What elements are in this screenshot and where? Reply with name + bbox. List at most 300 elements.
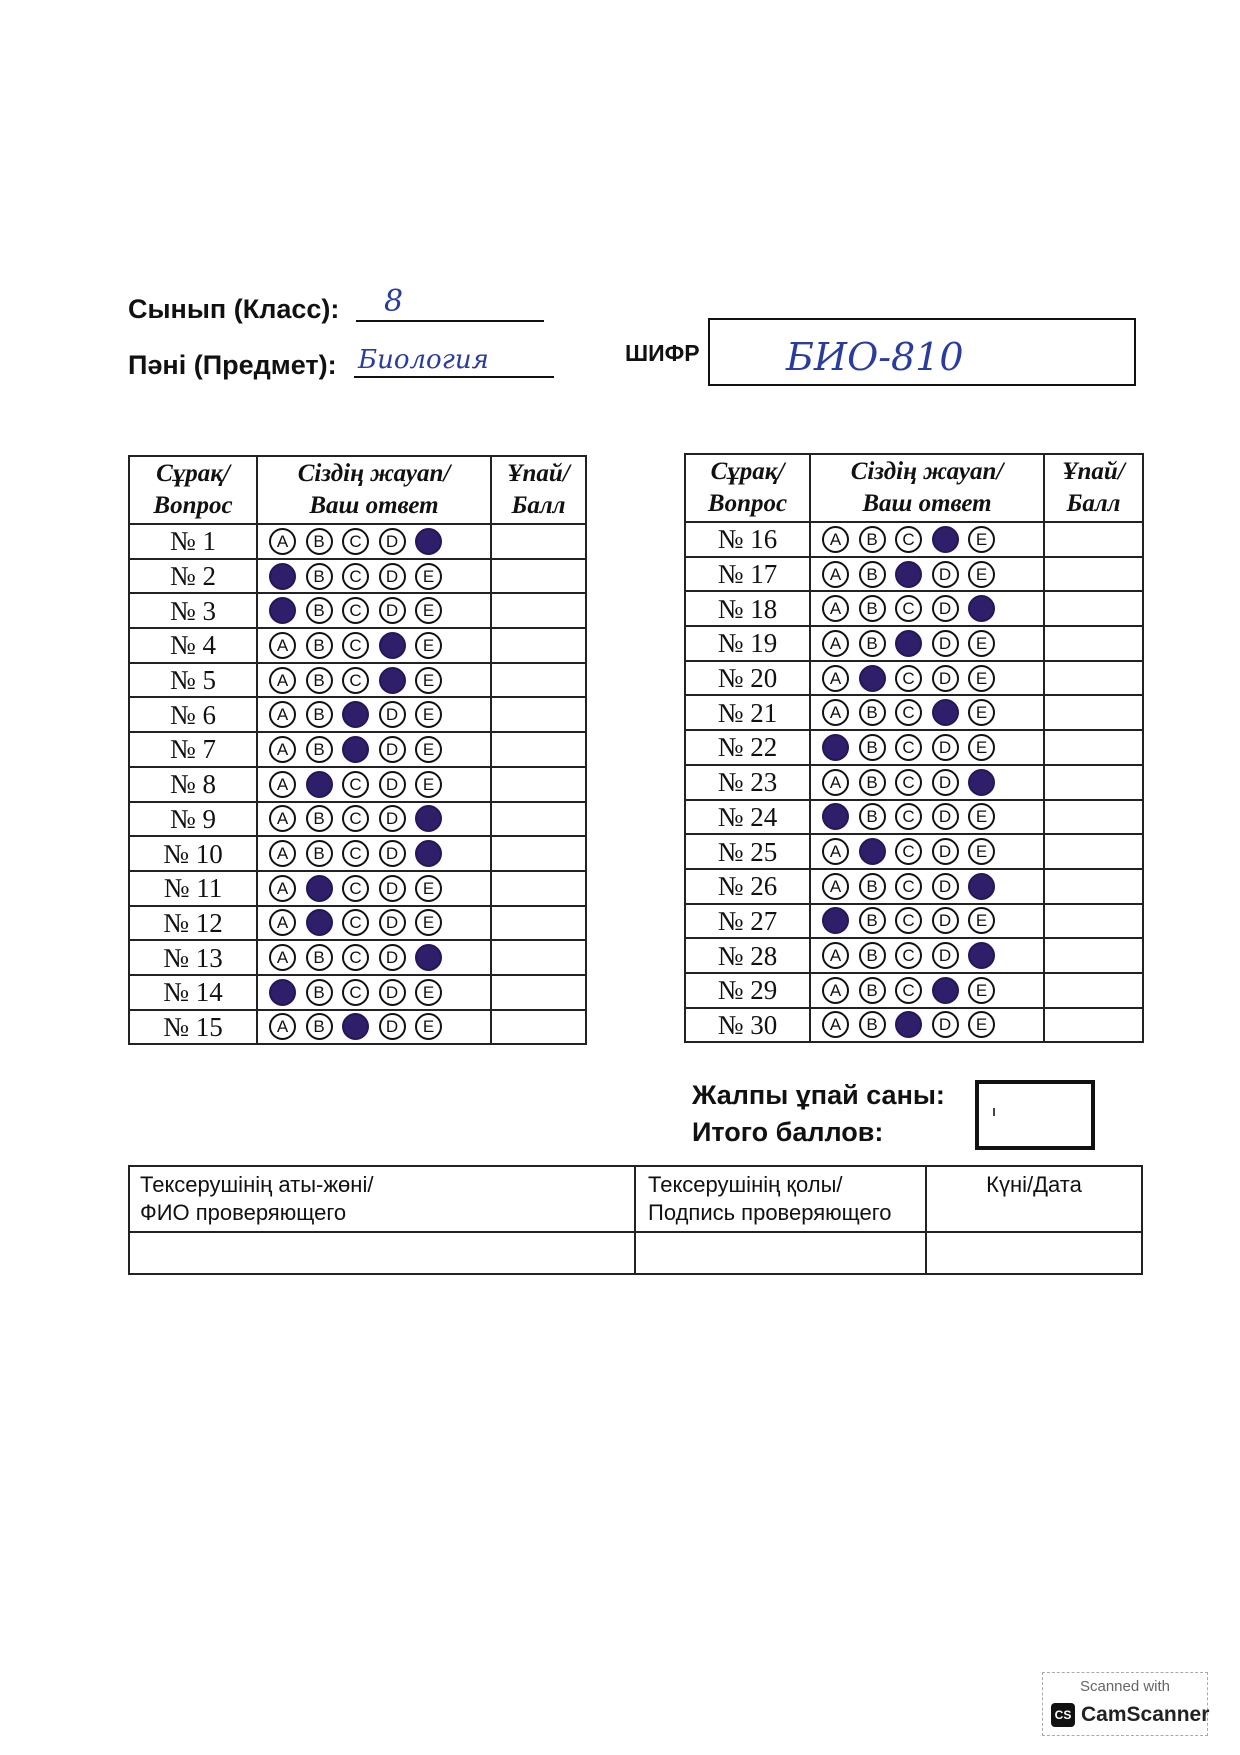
bubble-a[interactable]: A xyxy=(822,595,849,622)
bubble-d[interactable] xyxy=(932,977,959,1004)
bubble-d[interactable]: D xyxy=(932,665,959,692)
question-header: Сұрақ/ Вопрос xyxy=(685,454,810,522)
question-number: № 17 xyxy=(685,557,810,592)
answer-bubbles xyxy=(257,975,491,1010)
bubble-e[interactable]: E xyxy=(415,563,442,590)
answer-row xyxy=(685,765,1143,800)
answer-bubbles xyxy=(257,940,491,975)
subject-value: Биология xyxy=(358,345,489,375)
score-cell[interactable] xyxy=(491,732,586,767)
score-cell[interactable] xyxy=(1044,800,1143,835)
subject-underline xyxy=(354,376,554,378)
bubble-d[interactable]: D xyxy=(932,630,959,657)
bubble-c[interactable] xyxy=(895,630,922,657)
bubble-e[interactable]: E xyxy=(968,734,995,761)
question-number: № 2 xyxy=(129,559,257,594)
score-cell[interactable] xyxy=(1044,765,1143,800)
bubble-b[interactable]: B xyxy=(306,979,333,1006)
bubble-d[interactable]: D xyxy=(379,597,406,624)
bubble-d[interactable]: D xyxy=(932,1011,959,1038)
answer-bubbles xyxy=(257,593,491,628)
answer-row xyxy=(129,524,586,559)
answer-row xyxy=(129,663,586,698)
bubble-a[interactable]: A xyxy=(822,942,849,969)
bubble-a[interactable]: A xyxy=(822,977,849,1004)
question-number: № 19 xyxy=(685,626,810,661)
answer-row xyxy=(685,557,1143,592)
bubble-e[interactable]: E xyxy=(968,803,995,830)
answer-bubbles xyxy=(257,802,491,837)
bubble-a[interactable]: A xyxy=(269,667,296,694)
bubble-c[interactable]: C xyxy=(342,667,369,694)
answer-row xyxy=(685,522,1143,557)
bubble-b[interactable]: B xyxy=(859,526,886,553)
answer-row xyxy=(685,938,1143,973)
bubble-b[interactable] xyxy=(306,771,333,798)
bubble-c[interactable]: C xyxy=(342,597,369,624)
bubble-e[interactable]: E xyxy=(968,699,995,726)
bubble-b[interactable]: B xyxy=(859,873,886,900)
bubble-e[interactable]: E xyxy=(968,977,995,1004)
bubble-e[interactable] xyxy=(968,595,995,622)
bubble-a[interactable]: A xyxy=(822,838,849,865)
bubble-e[interactable] xyxy=(968,769,995,796)
bubble-e[interactable]: E xyxy=(968,838,995,865)
bubble-c[interactable]: C xyxy=(895,699,922,726)
bubble-d[interactable]: D xyxy=(379,736,406,763)
bubble-e[interactable]: E xyxy=(968,526,995,553)
score-cell[interactable] xyxy=(491,940,586,975)
answer-row xyxy=(129,593,586,628)
answer-row xyxy=(129,871,586,906)
bubble-c[interactable]: C xyxy=(895,526,922,553)
bubble-b[interactable]: B xyxy=(859,769,886,796)
watermark-text: Scanned with xyxy=(1079,1678,1171,1695)
score-cell[interactable] xyxy=(1044,869,1143,904)
bubble-b[interactable]: B xyxy=(859,561,886,588)
bubble-b[interactable]: B xyxy=(306,597,333,624)
bubble-b[interactable]: B xyxy=(859,907,886,934)
bubble-c[interactable]: C xyxy=(342,771,369,798)
answer-header: Сіздің жауап/ Ваш ответ xyxy=(257,456,491,524)
checker-name-field[interactable] xyxy=(129,1232,635,1274)
bubble-d[interactable]: D xyxy=(379,805,406,832)
bubble-b[interactable]: B xyxy=(306,736,333,763)
answer-header: Сіздің жауап/ Ваш ответ xyxy=(810,454,1044,522)
question-number: № 23 xyxy=(685,765,810,800)
question-number: № 4 xyxy=(129,628,257,663)
question-number: № 18 xyxy=(685,591,810,626)
checker-signature-field[interactable] xyxy=(635,1232,926,1274)
bubble-d[interactable] xyxy=(379,667,406,694)
answer-row xyxy=(129,1010,586,1045)
bubble-b[interactable]: B xyxy=(306,944,333,971)
checker-date-header: Күні/Дата xyxy=(926,1166,1142,1232)
score-cell[interactable] xyxy=(1044,591,1143,626)
answer-bubbles xyxy=(810,695,1044,730)
question-number: № 13 xyxy=(129,940,257,975)
score-cell[interactable] xyxy=(491,836,586,871)
question-number: № 9 xyxy=(129,802,257,837)
bubble-c[interactable]: C xyxy=(342,632,369,659)
bubble-b[interactable] xyxy=(306,909,333,936)
question-number: № 12 xyxy=(129,906,257,941)
bubble-d[interactable]: D xyxy=(379,563,406,590)
answer-bubbles xyxy=(810,557,1044,592)
answer-row xyxy=(685,661,1143,696)
question-number: № 27 xyxy=(685,904,810,939)
score-cell[interactable] xyxy=(491,767,586,802)
answer-row xyxy=(129,697,586,732)
question-number: № 15 xyxy=(129,1010,257,1045)
bubble-e[interactable]: E xyxy=(415,909,442,936)
camscanner-logo-icon: CS xyxy=(1051,1703,1075,1727)
bubble-e[interactable]: E xyxy=(968,630,995,657)
total-score-mark xyxy=(993,1108,995,1116)
answer-bubbles xyxy=(257,871,491,906)
answer-bubbles xyxy=(810,522,1044,557)
score-cell[interactable] xyxy=(1044,730,1143,765)
answer-row xyxy=(129,906,586,941)
bubble-b[interactable] xyxy=(859,838,886,865)
answer-row xyxy=(685,869,1143,904)
bubble-c[interactable]: C xyxy=(342,909,369,936)
answer-row xyxy=(685,730,1143,765)
answer-row xyxy=(129,628,586,663)
bubble-c[interactable]: C xyxy=(342,563,369,590)
question-number: № 26 xyxy=(685,869,810,904)
question-number: № 24 xyxy=(685,800,810,835)
bubble-c[interactable]: C xyxy=(895,803,922,830)
answer-bubbles xyxy=(810,800,1044,835)
bubble-d[interactable]: D xyxy=(932,595,959,622)
question-number: № 3 xyxy=(129,593,257,628)
score-cell[interactable] xyxy=(491,975,586,1010)
score-cell[interactable] xyxy=(1044,834,1143,869)
bubble-b[interactable] xyxy=(859,665,886,692)
bubble-e[interactable] xyxy=(415,944,442,971)
bubble-a[interactable] xyxy=(269,563,296,590)
checker-name-header: Тексерушінің аты-жөні/ ФИО проверяющего xyxy=(129,1166,635,1232)
answer-bubbles xyxy=(810,834,1044,869)
bubble-c[interactable]: C xyxy=(342,805,369,832)
bubble-a[interactable] xyxy=(269,979,296,1006)
bubble-e[interactable]: E xyxy=(968,907,995,934)
bubble-e[interactable] xyxy=(415,840,442,867)
answer-bubbles xyxy=(810,661,1044,696)
score-cell[interactable] xyxy=(491,697,586,732)
answer-bubbles xyxy=(810,730,1044,765)
bubble-b[interactable]: B xyxy=(306,1013,333,1040)
bubble-e[interactable] xyxy=(415,528,442,555)
question-number: № 1 xyxy=(129,524,257,559)
score-cell[interactable] xyxy=(1044,973,1143,1008)
bubble-a[interactable]: A xyxy=(269,875,296,902)
bubble-e[interactable]: E xyxy=(415,667,442,694)
score-cell[interactable] xyxy=(1044,557,1143,592)
score-header: Ұпай/ Балл xyxy=(1044,454,1143,522)
bubble-a[interactable]: A xyxy=(269,632,296,659)
question-number: № 29 xyxy=(685,973,810,1008)
bubble-e[interactable] xyxy=(968,873,995,900)
score-cell[interactable] xyxy=(491,871,586,906)
answer-bubbles xyxy=(810,973,1044,1008)
bubble-e[interactable] xyxy=(968,942,995,969)
checker-date-field[interactable] xyxy=(926,1232,1142,1274)
question-number: № 30 xyxy=(685,1008,810,1043)
bubble-d[interactable]: D xyxy=(379,701,406,728)
bubble-a[interactable]: A xyxy=(822,665,849,692)
score-cell[interactable] xyxy=(1044,904,1143,939)
cipher-label: ШИФР xyxy=(625,340,700,366)
bubble-a[interactable]: A xyxy=(269,1013,296,1040)
bubble-b[interactable]: B xyxy=(306,528,333,555)
score-cell[interactable] xyxy=(491,1010,586,1045)
answer-bubbles xyxy=(810,1008,1044,1043)
question-number: № 25 xyxy=(685,834,810,869)
bubble-d[interactable]: D xyxy=(932,803,959,830)
score-cell[interactable] xyxy=(1044,626,1143,661)
answer-row xyxy=(685,626,1143,661)
bubble-a[interactable]: A xyxy=(822,1011,849,1038)
bubble-e[interactable]: E xyxy=(415,1013,442,1040)
bubble-d[interactable]: D xyxy=(932,838,959,865)
bubble-d[interactable]: D xyxy=(379,1013,406,1040)
bubble-d[interactable]: D xyxy=(932,734,959,761)
score-cell[interactable] xyxy=(491,802,586,837)
bubble-b[interactable]: B xyxy=(859,630,886,657)
answer-bubbles xyxy=(257,836,491,871)
bubble-b[interactable]: B xyxy=(859,977,886,1004)
bubble-c[interactable]: C xyxy=(342,944,369,971)
bubble-e[interactable]: E xyxy=(968,1011,995,1038)
bubble-a[interactable]: A xyxy=(822,630,849,657)
answer-bubbles xyxy=(257,663,491,698)
answer-bubbles xyxy=(810,626,1044,661)
bubble-a[interactable]: A xyxy=(269,909,296,936)
class-value: 8 xyxy=(384,284,404,319)
score-cell[interactable] xyxy=(1044,661,1143,696)
answer-row xyxy=(129,559,586,594)
bubble-d[interactable]: D xyxy=(379,944,406,971)
question-number: № 10 xyxy=(129,836,257,871)
bubble-b[interactable]: B xyxy=(859,595,886,622)
bubble-b[interactable]: B xyxy=(859,699,886,726)
bubble-b[interactable]: B xyxy=(306,667,333,694)
subject-label: Пәні (Предмет): xyxy=(128,350,337,380)
bubble-d[interactable]: D xyxy=(932,907,959,934)
bubble-a[interactable] xyxy=(269,597,296,624)
answer-row xyxy=(129,767,586,802)
bubble-a[interactable]: A xyxy=(269,701,296,728)
question-number: № 16 xyxy=(685,522,810,557)
bubble-a[interactable]: A xyxy=(822,561,849,588)
answer-bubbles xyxy=(257,732,491,767)
bubble-d[interactable]: D xyxy=(932,942,959,969)
bubble-b[interactable]: B xyxy=(859,734,886,761)
bubble-e[interactable]: E xyxy=(415,597,442,624)
question-number: № 14 xyxy=(129,975,257,1010)
bubble-d[interactable] xyxy=(932,699,959,726)
bubble-e[interactable] xyxy=(415,805,442,832)
bubble-b[interactable]: B xyxy=(306,563,333,590)
score-cell[interactable] xyxy=(491,524,586,559)
score-header: Ұпай/ Балл xyxy=(491,456,586,524)
bubble-c[interactable]: C xyxy=(895,907,922,934)
bubble-e[interactable]: E xyxy=(415,632,442,659)
bubble-c[interactable] xyxy=(895,1011,922,1038)
bubble-d[interactable]: D xyxy=(379,771,406,798)
answer-row xyxy=(129,836,586,871)
bubble-c[interactable]: C xyxy=(895,977,922,1004)
score-cell[interactable] xyxy=(491,559,586,594)
bubble-d[interactable]: D xyxy=(932,873,959,900)
bubble-a[interactable]: A xyxy=(822,769,849,796)
bubble-a[interactable]: A xyxy=(269,805,296,832)
bubble-e[interactable]: E xyxy=(968,561,995,588)
answer-bubbles xyxy=(257,906,491,941)
question-number: № 6 xyxy=(129,697,257,732)
answer-row xyxy=(685,834,1143,869)
checker-signature-header: Тексерушінің қолы/ Подпись проверяющего xyxy=(635,1166,926,1232)
bubble-d[interactable]: D xyxy=(379,840,406,867)
answer-table-right xyxy=(684,453,1144,1043)
answer-bubbles xyxy=(810,591,1044,626)
answer-row xyxy=(685,800,1143,835)
score-cell[interactable] xyxy=(491,906,586,941)
bubble-d[interactable]: D xyxy=(932,769,959,796)
bubble-c[interactable] xyxy=(342,1013,369,1040)
answer-bubbles xyxy=(810,869,1044,904)
bubble-a[interactable] xyxy=(822,803,849,830)
class-underline xyxy=(356,320,544,322)
bubble-e[interactable]: E xyxy=(968,665,995,692)
question-number: № 21 xyxy=(685,695,810,730)
bubble-c[interactable]: C xyxy=(895,734,922,761)
bubble-a[interactable]: A xyxy=(822,873,849,900)
bubble-b[interactable]: B xyxy=(306,805,333,832)
bubble-d[interactable]: D xyxy=(379,528,406,555)
answer-row xyxy=(129,940,586,975)
bubble-e[interactable]: E xyxy=(415,701,442,728)
bubble-d[interactable]: D xyxy=(379,979,406,1006)
bubble-b[interactable]: B xyxy=(306,840,333,867)
bubble-d[interactable]: D xyxy=(932,561,959,588)
checker-table xyxy=(128,1165,1143,1275)
bubble-b[interactable]: B xyxy=(859,803,886,830)
bubble-d[interactable]: D xyxy=(379,909,406,936)
bubble-c[interactable]: C xyxy=(895,595,922,622)
bubble-c[interactable] xyxy=(342,736,369,763)
bubble-a[interactable]: A xyxy=(269,944,296,971)
answer-bubbles xyxy=(257,628,491,663)
score-cell[interactable] xyxy=(491,628,586,663)
score-cell[interactable] xyxy=(1044,1008,1143,1043)
question-number: № 7 xyxy=(129,732,257,767)
bubble-e[interactable]: E xyxy=(415,771,442,798)
answer-bubbles xyxy=(810,904,1044,939)
bubble-a[interactable]: A xyxy=(822,699,849,726)
answer-row xyxy=(129,732,586,767)
question-number: № 11 xyxy=(129,871,257,906)
answer-table-left xyxy=(128,455,587,1045)
bubble-c[interactable]: C xyxy=(895,665,922,692)
bubble-a[interactable]: A xyxy=(269,736,296,763)
bubble-e[interactable]: E xyxy=(415,875,442,902)
bubble-c[interactable]: C xyxy=(895,769,922,796)
bubble-c[interactable]: C xyxy=(342,840,369,867)
bubble-c[interactable]: C xyxy=(895,942,922,969)
question-number: № 28 xyxy=(685,938,810,973)
bubble-d[interactable]: D xyxy=(379,875,406,902)
camscanner-watermark xyxy=(1042,1672,1208,1736)
score-cell[interactable] xyxy=(491,593,586,628)
answer-bubbles xyxy=(257,767,491,802)
class-label: Сынып (Класс): xyxy=(128,294,340,324)
answer-row xyxy=(685,591,1143,626)
answer-bubbles xyxy=(257,1010,491,1045)
bubble-b[interactable]: B xyxy=(306,632,333,659)
answer-row xyxy=(129,975,586,1010)
answer-bubbles xyxy=(257,559,491,594)
question-number: № 5 xyxy=(129,663,257,698)
answer-bubbles xyxy=(257,524,491,559)
answer-row xyxy=(129,802,586,837)
answer-bubbles xyxy=(810,938,1044,973)
score-cell[interactable] xyxy=(1044,522,1143,557)
bubble-a[interactable]: A xyxy=(822,526,849,553)
bubble-d[interactable] xyxy=(379,632,406,659)
bubble-b[interactable]: B xyxy=(859,1011,886,1038)
answer-row xyxy=(685,904,1143,939)
question-number: № 8 xyxy=(129,767,257,802)
watermark-brand: CamScanner xyxy=(1081,1703,1210,1726)
score-cell[interactable] xyxy=(1044,695,1143,730)
answer-row xyxy=(685,1008,1143,1043)
score-cell[interactable] xyxy=(491,663,586,698)
bubble-a[interactable] xyxy=(822,907,849,934)
total-label-kz: Жалпы ұпай саны: xyxy=(692,1080,945,1110)
bubble-c[interactable]: C xyxy=(342,528,369,555)
bubble-a[interactable]: A xyxy=(269,528,296,555)
answer-row xyxy=(685,695,1143,730)
bubble-c[interactable]: C xyxy=(895,873,922,900)
bubble-c[interactable]: C xyxy=(342,979,369,1006)
bubble-d[interactable] xyxy=(932,526,959,553)
answer-bubbles xyxy=(810,765,1044,800)
question-number: № 22 xyxy=(685,730,810,765)
answer-row xyxy=(685,973,1143,1008)
bubble-e[interactable]: E xyxy=(415,736,442,763)
bubble-b[interactable]: B xyxy=(859,942,886,969)
bubble-c[interactable]: C xyxy=(342,875,369,902)
bubble-a[interactable] xyxy=(822,734,849,761)
bubble-c[interactable]: C xyxy=(895,838,922,865)
bubble-b[interactable] xyxy=(306,875,333,902)
total-label-ru: Итого баллов: xyxy=(692,1117,884,1147)
bubble-a[interactable]: A xyxy=(269,840,296,867)
bubble-c[interactable] xyxy=(895,561,922,588)
cipher-value: БИО-810 xyxy=(786,335,964,379)
answer-bubbles xyxy=(257,697,491,732)
question-number: № 20 xyxy=(685,661,810,696)
bubble-a[interactable]: A xyxy=(269,771,296,798)
bubble-e[interactable]: E xyxy=(415,979,442,1006)
score-cell[interactable] xyxy=(1044,938,1143,973)
bubble-c[interactable] xyxy=(342,701,369,728)
bubble-b[interactable]: B xyxy=(306,701,333,728)
question-header: Сұрақ/ Вопрос xyxy=(129,456,257,524)
